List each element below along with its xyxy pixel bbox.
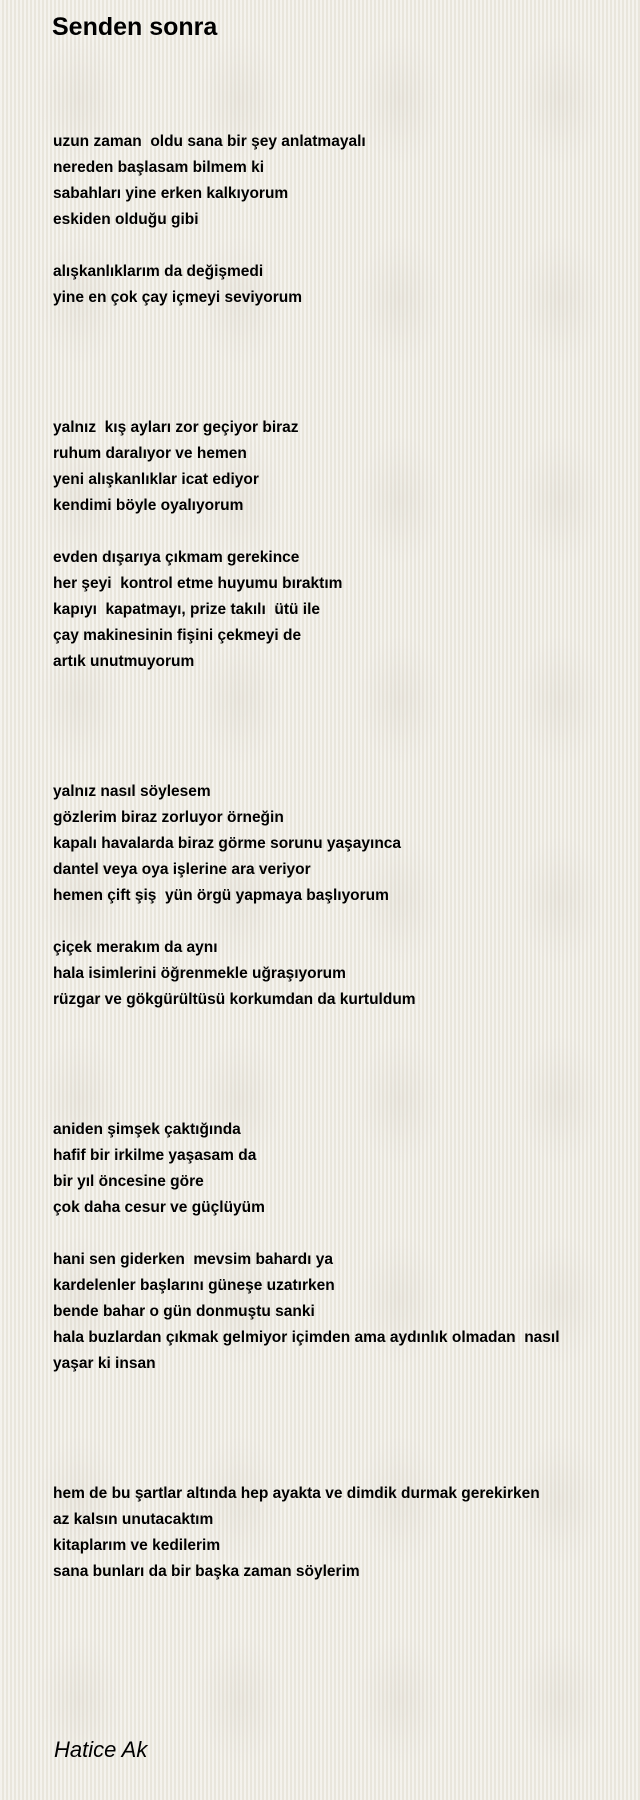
poem-line: dantel veya oya işlerine ara veriyor [53, 861, 311, 878]
stanza-break [53, 519, 613, 545]
poem-line: yaşar ki insan [53, 1355, 156, 1372]
poem-author: Hatice Ak [54, 1737, 148, 1762]
poem-line: alışkanlıklarım da değişmedi [53, 263, 264, 280]
poem-line: hala isimlerini öğrenmekle uğraşıyorum [53, 965, 346, 982]
poem-line: hala buzlardan çıkmak gelmiyor içimden ama aydınlık olmadan nasıl [53, 1329, 560, 1346]
poem-line: ruhum daralıyor ve hemen [53, 445, 247, 462]
poem-line: hemen çift şiş yün örgü yapmaya başlıyorum [53, 887, 389, 904]
stanza-break [53, 233, 613, 259]
poem-line: nereden başlasam bilmem ki [53, 159, 265, 176]
poem-line: eskiden olduğu gibi [53, 211, 199, 228]
poem-line: hafif bir irkilme yaşasam da [53, 1147, 257, 1164]
poem-line: gözlerim biraz zorluyor örneğin [53, 809, 284, 826]
poem-line: yalnız kış ayları zor geçiyor biraz [53, 419, 299, 436]
poem-line: bende bahar o gün donmuştu sanki [53, 1303, 315, 1320]
poem-line: az kalsın unutacaktım [53, 1511, 214, 1528]
poem-line: kendimi böyle oyalıyorum [53, 497, 244, 514]
poem-line: kitaplarım ve kedilerim [53, 1537, 221, 1554]
poem-line: sabahları yine erken kalkıyorum [53, 185, 289, 202]
poem-line: yeni alışkanlıklar icat ediyor [53, 471, 259, 488]
poem-line: uzun zaman oldu sana bir şey anlatmayalı [53, 133, 366, 150]
poem-line: çay makinesinin fişini çekmeyi de [53, 627, 302, 644]
poem-line: kapıyı kapatmayı, prize takılı ütü ile [53, 601, 321, 618]
poem-line: her şeyi kontrol etme huyumu bıraktım [53, 575, 343, 592]
poem-line: çok daha cesur ve güçlüyüm [53, 1199, 265, 1216]
poem-title: Senden sonra [52, 13, 218, 41]
poem-line: çiçek merakım da aynı [53, 939, 218, 956]
poem-body [53, 129, 613, 1585]
poem-line: aniden şimşek çaktığında [53, 1121, 241, 1138]
poem-line: kardelenler başlarını güneşe uzatırken [53, 1277, 335, 1294]
poem-line: yalnız nasıl söylesem [53, 783, 211, 800]
poem-line: artık unutmuyorum [53, 653, 195, 670]
poem-line: evden dışarıya çıkmam gerekince [53, 549, 300, 566]
poem-line: sana bunları da bir başka zaman söylerim [53, 1563, 360, 1580]
stanza-break [53, 1221, 613, 1247]
section-break [53, 311, 613, 415]
section-break [53, 1013, 613, 1117]
poem-line: hem de bu şartlar altında hep ayakta ve dimdik durmak gerekirken [53, 1485, 540, 1502]
poem-line: hani sen giderken mevsim bahardı ya [53, 1251, 333, 1268]
poem-line: kapalı havalarda biraz görme sorunu yaşayınca [53, 835, 402, 852]
section-break [53, 1377, 613, 1481]
poem-line: yine en çok çay içmeyi seviyorum [53, 289, 302, 306]
poem-line: bir yıl öncesine göre [53, 1173, 204, 1190]
section-break [53, 675, 613, 779]
stanza-break [53, 909, 613, 935]
poem-line: rüzgar ve gökgürültüsü korkumdan da kurtuldum [53, 991, 416, 1008]
